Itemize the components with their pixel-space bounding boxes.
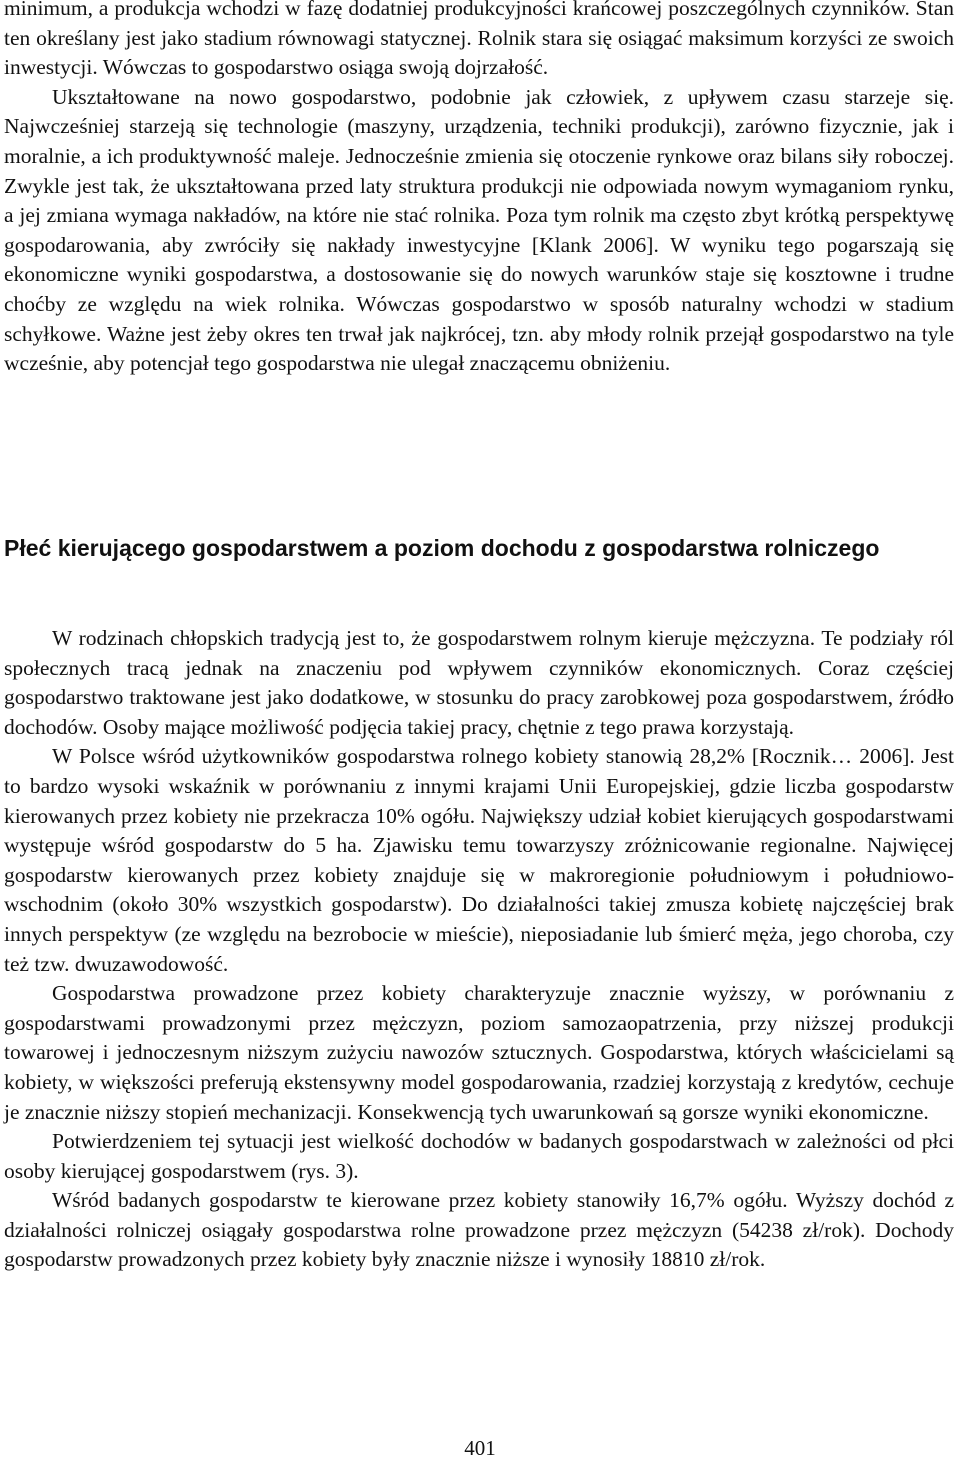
top-text-block — [4, 0, 954, 379]
paragraph-continuation: minimum, a produkcja wchodzi w fazę dodatniej produkcyjności krańcowej poszczególnych czynników. Stan ten określany jest jako stadium równowagi statycznej. Rolnik stara się osiągać maksimum korzyści ze swoich inwestycji. Wówczas to gospodarstwo osiąga swoją dojrzałość. — [4, 0, 954, 80]
paragraph-aging: Ukształtowane na nowo gospodarstwo, podobnie jak człowiek, z upływem czasu starzeje się. Najwcześniej starzeją się technologie (maszyny, urządzenia, techniki produkcji), zarówno fizycznie, jak i moralnie, a ich produktywność maleje. Jednocześnie zmienia się otoczenie rynkowe oraz bilans siły roboczej. Zwykle jest tak, że ukształtowana przed laty struktura produkcji nie odpowiada nowym wymaganiom rynku, a jej zmiana wymaga nakładów, na które nie stać rolnika. Poza tym rolnik ma często zbyt krótką perspektywę gospodarowania, aby zwróciły się nakłady inwestycyjne [Klank 2006]. W wyniku tego pogarszają się ekonomiczne wyniki gospodarstwa, a dostosowanie się do nowych warunków staje się kosztowne i trudne choćby ze względu na wiek rolnika. Wówczas gospodarstwo w sposób naturalny wchodzi w stadium schyłkowe. Ważne jest żeby okres ten trwał jak najkrócej, tzn. aby młody rolnik przejął gospodarstwo na tyle wcześnie, aby potencjał tego gospodarstwa nie ulegał znaczącemu obniżeniu. — [4, 84, 954, 376]
paragraph-poland-statistics: W Polsce wśród użytkowników gospodarstwa rolnego kobiety stanowią 28,2% [Rocznik… 2006]. Jest to bardzo wysoki wskaźnik w porównaniu z innymi krajami Unii Europejskiej, gdzie liczba gospodarstw kierowanych przez kobiety nie przekracza 10% ogółu. Największy udział kobiet kierujących gospodarstwami występuje wśród gospodarstw do 5 ha. Zjawisku temu towarzyszy zróżnicowanie regionalne. Najwięcej gospodarstw kierowanych przez kobiety znajduje się w makroregionie południowym i południowo-wschodnim (około 30% wszystkich gospodarstw). Do działalności takiej zmusza kobietę najczęściej brak innych perspektyw (ze względu na bezrobocie w mieście), nieposiadanie lub śmierć męża, jego choroba, czy też tzw. dwuzawodowość. — [4, 744, 954, 976]
paragraph-women-farms: Gospodarstwa prowadzone przez kobiety charakteryzuje znacznie wyższy, w porównaniu z gospodarstwami prowadzonymi przez mężczyzn, poziom samozaopatrzenia, przy niższej produkcji towarowej i jednoczesnym niższym zużyciu nawozów sztucznych. Gospodarstwa, których właścicielami są kobiety, w większości preferują ekstensywny model gospodarowania, rzadziej korzystają z kredytów, cechuje je znacznie niższy stopień mechanizacji. Konsekwencją tych uwarunkowań są gorsze wyniki ekonomiczne. — [4, 981, 954, 1124]
paragraph-income-results: Wśród badanych gospodarstw te kierowane przez kobiety stanowiły 16,7% ogółu. Wyższy dochód z działalności rolniczej osiągały gospodarstwa rolne prowadzone przez mężczyzn (54238 zł/rok). Dochody gospodarstw prowadzonych przez kobiety były znacznie niższe i wynosiły 18810 zł/rok. — [4, 1188, 954, 1272]
paragraph-tradition: W rodzinach chłopskich tradycją jest to, że gospodarstwem rolnym kieruje mężczyzna. Te podziały ról społecznych tracą jednak na znaczeniu pod wpływem czynników ekonomicznych. Coraz częściej gospodarstwo traktowane jest jako dodatkowe, w stosunku do pracy zarobkowej poza gospodarstwem, źródło dochodów. Osoby mające możliwość podjęcia takiej pracy, chętnie z tego prawa korzystają. — [4, 626, 954, 739]
section-heading: Płeć kierującego gospodarstwem a poziom dochodu z gospodarstwa rolniczego — [4, 535, 880, 561]
section-text-block — [4, 624, 954, 1275]
paragraph-confirmation: Potwierdzeniem tej sytuacji jest wielkość dochodów w badanych gospodarstwach w zależności od płci osoby kierującej gospodarstwem (rys. 3). — [4, 1129, 954, 1183]
page-number: 401 — [464, 1436, 496, 1460]
